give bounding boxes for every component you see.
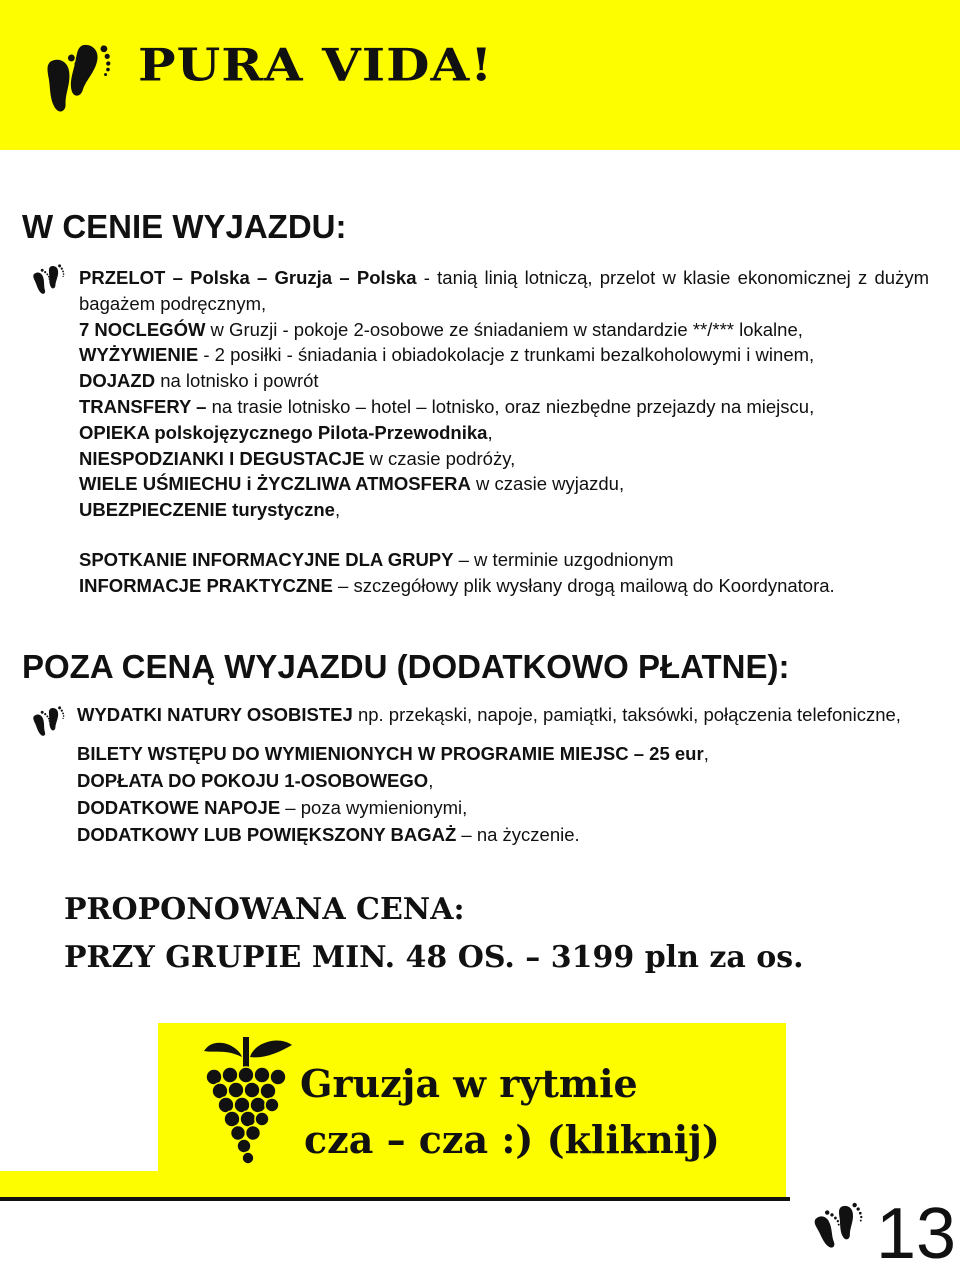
item-text: - 2 posiłki - śniadania i obiadokolacje z trunkami bezalkoholowymi i winem, bbox=[198, 344, 815, 366]
promo-line-1: Gruzja w rytmie bbox=[300, 1061, 638, 1106]
list-item bbox=[79, 368, 929, 394]
item-label: DODATKOWY LUB POWIĘKSZONY BAGAŻ bbox=[77, 824, 457, 845]
item-label: DODATKOWE NAPOJE bbox=[77, 797, 281, 818]
footprints-icon bbox=[28, 262, 72, 302]
footer-divider bbox=[0, 1197, 790, 1201]
list-item bbox=[77, 794, 927, 821]
item-label: WYDATKI NATURY OSOBISTEJ bbox=[77, 704, 353, 725]
promo-link-banner[interactable] bbox=[158, 1023, 786, 1171]
price-line: PRZY GRUPIE MIN. 48 OS. – 3199 pln za os. bbox=[64, 940, 804, 975]
item-text: na lotnisko i powrót bbox=[155, 370, 319, 392]
item-label: UBEZPIECZENIE turystyczne bbox=[79, 499, 335, 521]
promo-line-2: cza – cza :) (kliknij) bbox=[304, 1117, 720, 1162]
spacer bbox=[79, 523, 929, 547]
list-item bbox=[77, 767, 927, 794]
item-text: , bbox=[487, 421, 493, 443]
item-label: WIELE UŚMIECHU i ŻYCZLIWA ATMOSFERA bbox=[79, 473, 471, 495]
item-label: DOPŁATA DO POKOJU 1-OSOBOWEGO bbox=[77, 770, 429, 791]
extra-heading: POZA CENĄ WYJAZDU (DODATKOWO PŁATNE): bbox=[22, 648, 790, 685]
list-item bbox=[77, 702, 927, 728]
item-label: OPIEKA polskojęzycznego Pilota-Przewodnika bbox=[79, 421, 488, 443]
item-label: BILETY WSTĘPU DO WYMIENIONYCH W PROGRAMIE MIEJSC – 25 eur bbox=[77, 743, 704, 764]
item-label: WYŻYWIENIE bbox=[79, 344, 199, 366]
item-label: PRZELOT – Polska – Gruzja – Polska bbox=[79, 267, 417, 288]
footprints-icon bbox=[28, 704, 72, 744]
list-item bbox=[79, 317, 929, 343]
item-text: - tanią linią lotniczą, przelot w klasie ekonomicznej z dużym bagażem podręcznym, bbox=[79, 267, 929, 314]
list-item bbox=[79, 471, 929, 497]
list-item bbox=[79, 573, 929, 599]
item-text: – poza wymienionymi, bbox=[280, 797, 468, 818]
header-banner bbox=[0, 0, 960, 150]
list-item bbox=[79, 394, 929, 420]
included-heading: W CENIE WYJAZDU: bbox=[22, 208, 347, 245]
item-label: NIESPODZIANKI I DEGUSTACJE bbox=[79, 447, 365, 469]
item-text: w Gruzji - pokoje 2-osobowe ze śniadaniem w standardzie **/*** lokalne, bbox=[205, 318, 803, 340]
list-item bbox=[79, 420, 929, 446]
price-heading: PROPONOWANA CENA: bbox=[64, 892, 465, 927]
footer-strip bbox=[0, 1171, 786, 1197]
item-text: – szczegółowy plik wysłany drogą mailową do Koordynatora. bbox=[332, 574, 835, 596]
list-item bbox=[79, 497, 929, 523]
item-text: , bbox=[334, 499, 341, 521]
page-number: 13 bbox=[876, 1194, 957, 1274]
extra-list bbox=[77, 702, 927, 848]
item-text: w czasie podróży, bbox=[364, 447, 516, 469]
item-label: TRANSFERY – bbox=[79, 395, 207, 417]
logo-title: PURA VIDA! bbox=[138, 38, 494, 92]
item-text: – na życzenie. bbox=[456, 824, 580, 845]
item-text: w czasie wyjazdu, bbox=[470, 473, 625, 495]
item-text: np. przekąski, napoje, pamiątki, taksówki, połączenia telefoniczne, bbox=[352, 704, 901, 725]
item-text: , bbox=[428, 770, 434, 791]
item-text: , bbox=[703, 743, 709, 764]
footprints-icon bbox=[808, 1200, 870, 1260]
list-item bbox=[79, 547, 929, 573]
included-list bbox=[79, 265, 929, 599]
extra-items bbox=[77, 740, 927, 848]
list-item bbox=[79, 342, 929, 368]
list-item bbox=[77, 821, 927, 848]
item-label: DOJAZD bbox=[79, 370, 156, 392]
grapes-icon bbox=[198, 1031, 298, 1171]
spacer bbox=[77, 728, 927, 740]
item-label: SPOTKANIE INFORMACYJNE DLA GRUPY bbox=[79, 548, 454, 570]
item-label: INFORMACJE PRAKTYCZNE bbox=[79, 574, 333, 596]
list-item bbox=[77, 740, 927, 767]
list-item bbox=[79, 446, 929, 472]
footprints-icon bbox=[36, 36, 132, 124]
list-item bbox=[79, 265, 929, 317]
item-text: – w terminie uzgodnionym bbox=[453, 548, 674, 570]
item-label: 7 NOCLEGÓW bbox=[79, 318, 206, 340]
item-text: na trasie lotnisko – hotel – lotnisko, oraz niezbędne przejazdy na miejscu, bbox=[206, 395, 815, 417]
